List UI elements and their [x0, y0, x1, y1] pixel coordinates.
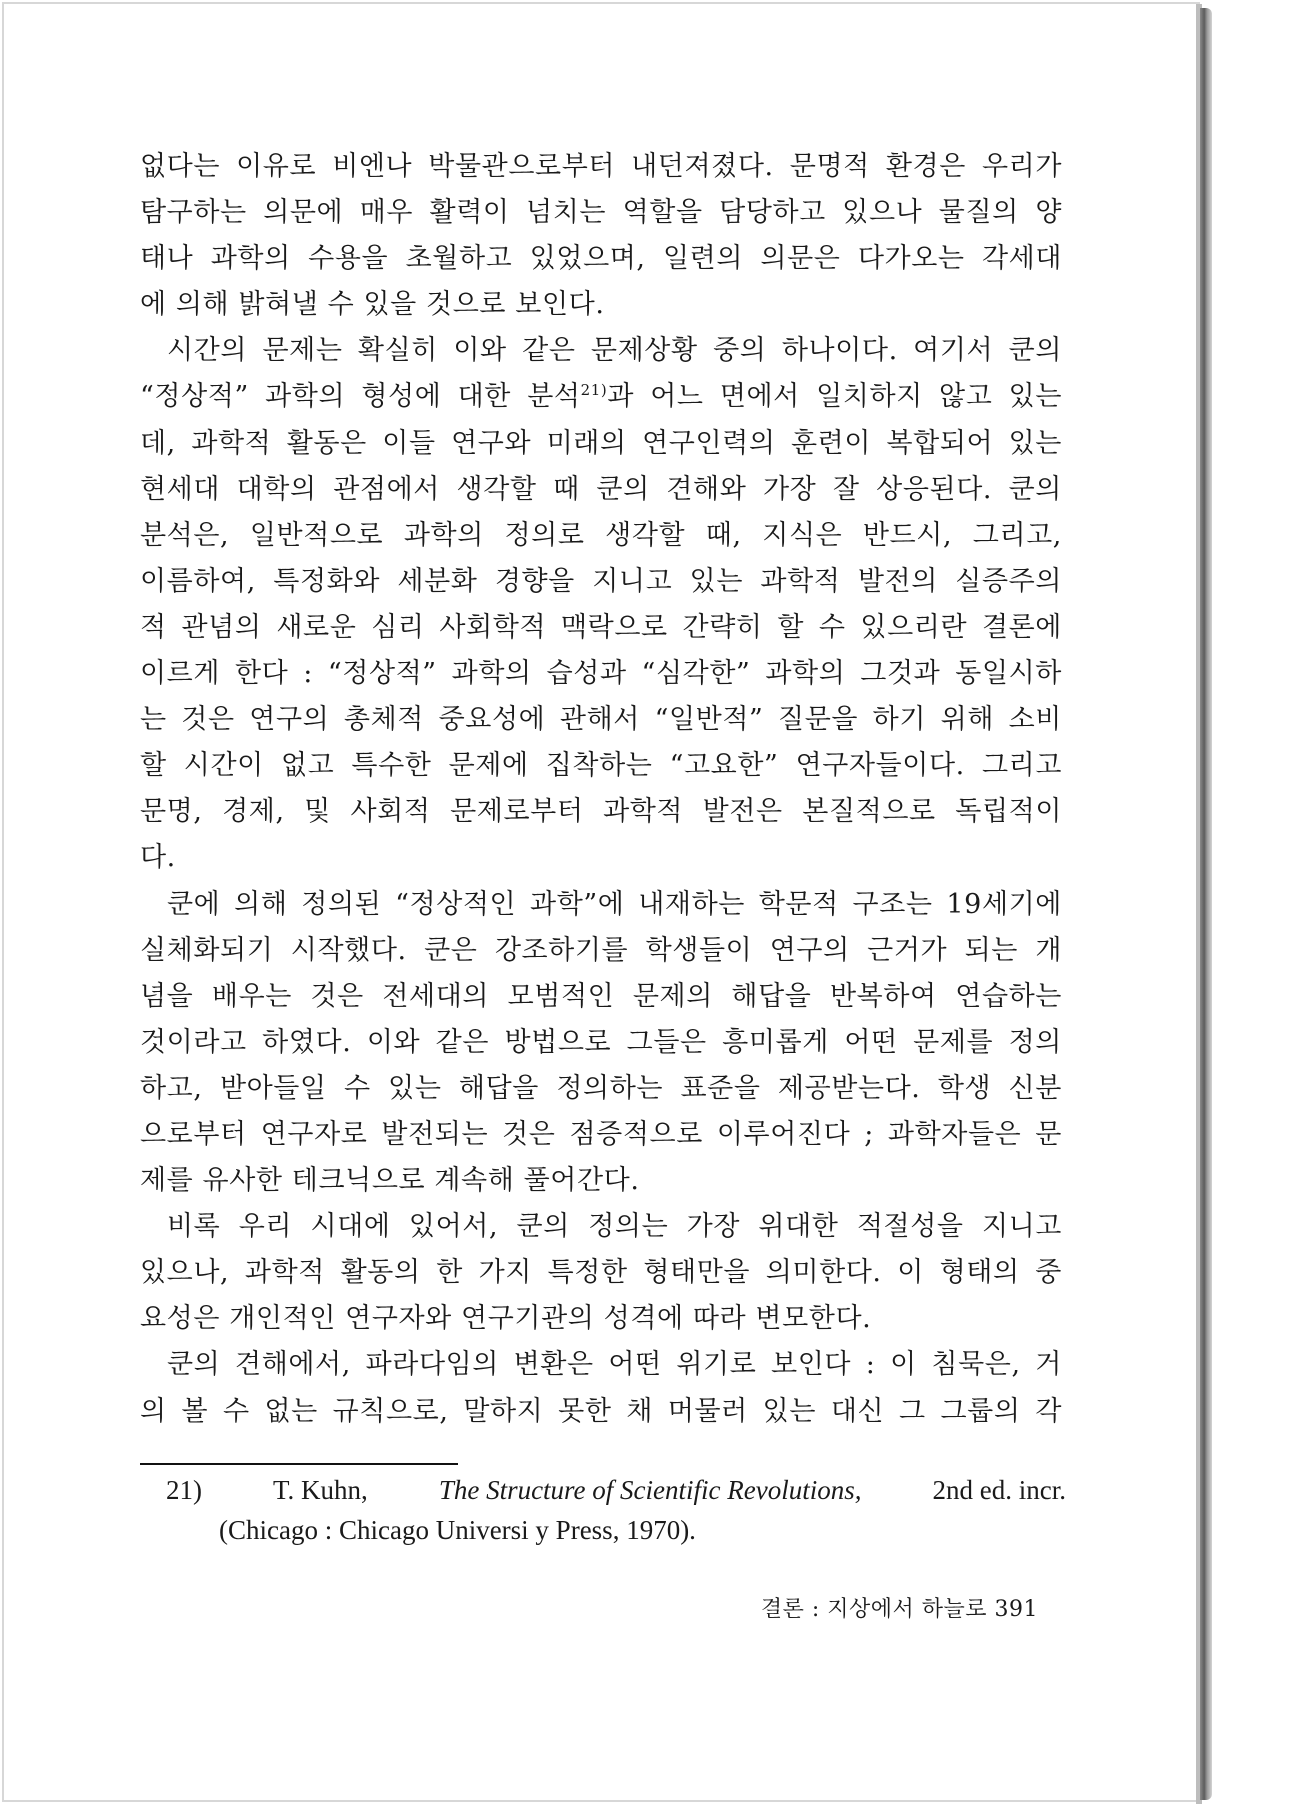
text-fragment: “정상적” 과학의 형성에 대한 분석 [140, 381, 581, 413]
text-line: 태나 과학의 수용을 초월하고 있었으며, 일련의 의문은 다가오는 각세대 [140, 243, 1062, 275]
footnote-title: The Structure of Scientific Revolutions, [438, 1475, 862, 1505]
text-line: 실체화되기 시작했다. 쿤은 강조하기를 학생들이 연구의 근거가 되는 개 [140, 934, 1062, 966]
body-text [140, 144, 1062, 1435]
running-title: 결론 : 지상에서 하늘로 [760, 1597, 987, 1622]
text-line: 쿤에 의해 정의된 “정상적인 과학”에 내재하는 학문적 구조는 19세기에 [167, 888, 1062, 920]
text-line: 쿤의 견해에서, 파라다임의 변환은 어떤 위기로 보인다 : 이 침묵은, 거 [167, 1349, 1062, 1381]
text-line: 현세대 대학의 관점에서 생각할 때 쿤의 견해와 가장 잘 상응된다. 쿤의 [140, 473, 1062, 505]
text-line: 념을 배우는 것은 전세대의 모범적인 문제의 해답을 반복하여 연습하는 [140, 980, 1062, 1012]
footnote-author: T. Kuhn, [273, 1475, 368, 1505]
paragraph-4 [140, 1204, 1062, 1342]
text-line: 데, 과학적 활동은 이들 연구와 미래의 연구인력의 훈련이 복합되어 있는 [140, 427, 1062, 459]
text-line: 이름하여, 특정화와 세분화 경향을 지니고 있는 과학적 발전의 실증주의 [140, 565, 1062, 597]
text-line: 에 의해 밝혀낼 수 있을 것으로 보인다. [140, 289, 605, 321]
footnote-reference[interactable]: 21) [580, 381, 608, 400]
paragraph-2 [140, 328, 1062, 881]
paragraph-3 [140, 882, 1062, 1205]
text-line: 시간의 문제는 확실히 이와 같은 문제상황 중의 하나이다. 여기서 쿤의 [167, 335, 1062, 367]
page-number: 391 [994, 1597, 1038, 1622]
text-line: 문명, 경제, 및 사회적 문제로부터 과학적 발전은 본질적으로 독립적이 [140, 796, 1062, 828]
footnote-divider [140, 1463, 458, 1465]
footnote-edition: 2nd ed. incr. [932, 1475, 1066, 1505]
footnote-publisher: (Chicago : Chicago Universi y Press, 1970). [219, 1515, 696, 1545]
text-line: 다. [140, 842, 176, 874]
text-line: 는 것은 연구의 총체적 중요성에 관해서 “일반적” 질문을 하기 위해 소비 [140, 704, 1062, 736]
text-line: 탐구하는 의문에 매우 활력이 넘치는 역할을 담당하고 있으나 물질의 양 [140, 197, 1062, 229]
footnote [166, 1470, 1066, 1550]
text-line: 으로부터 연구자로 발전되는 것은 점증적으로 이루어진다 ; 과학자들은 문 [140, 1118, 1062, 1150]
text-line: 요성은 개인적인 연구자와 연구기관의 성격에 따라 변모한다. [140, 1303, 872, 1335]
text-line: 없다는 이유로 비엔나 박물관으로부터 내던져졌다. 문명적 환경은 우리가 [140, 151, 1062, 182]
text-line: 있으나, 과학적 활동의 한 가지 특정한 형태만을 의미한다. 이 형태의 중 [140, 1257, 1062, 1289]
text-line: 적 관념의 새로운 심리 사회학적 맥락으로 간략히 할 수 있으리란 결론에 [140, 611, 1062, 643]
text-fragment: 과 어느 면에서 일치하지 않고 있는 [607, 381, 1062, 413]
text-line: 제를 유사한 테크닉으로 계속해 풀어간다. [140, 1165, 640, 1197]
text-line: 할 시간이 없고 특수한 문제에 집착하는 “고요한” 연구자들이다. 그리고 [140, 750, 1062, 782]
text-line: 비록 우리 시대에 있어서, 쿤의 정의는 가장 위대한 적절성을 지니고 [167, 1211, 1062, 1243]
text-line-with-footnote-ref [140, 374, 1062, 420]
running-footer [761, 1592, 1038, 1623]
footnote-number: 21) [166, 1475, 202, 1505]
page-edge [1200, 8, 1212, 1800]
footnote-line [166, 1470, 1066, 1510]
text-line: 분석은, 일반적으로 과학의 정의로 생각할 때, 지식은 반드시, 그리고, [140, 519, 1062, 551]
text-line: 것이라고 하였다. 이와 같은 방법으로 그들은 흥미롭게 어떤 문제를 정의 [140, 1026, 1062, 1058]
text-line: 의 볼 수 없는 규칙으로, 말하지 못한 채 머물러 있는 대신 그 그룹의 각 [140, 1395, 1062, 1427]
paragraph-1 [140, 144, 1062, 328]
text-line: 이르게 한다 : “정상적” 과학의 습성과 “심각한” 과학의 그것과 동일시하 [140, 658, 1062, 690]
paragraph-5 [140, 1342, 1062, 1434]
text-line: 하고, 받아들일 수 있는 해답을 정의하는 표준을 제공받는다. 학생 신분 [140, 1072, 1062, 1104]
